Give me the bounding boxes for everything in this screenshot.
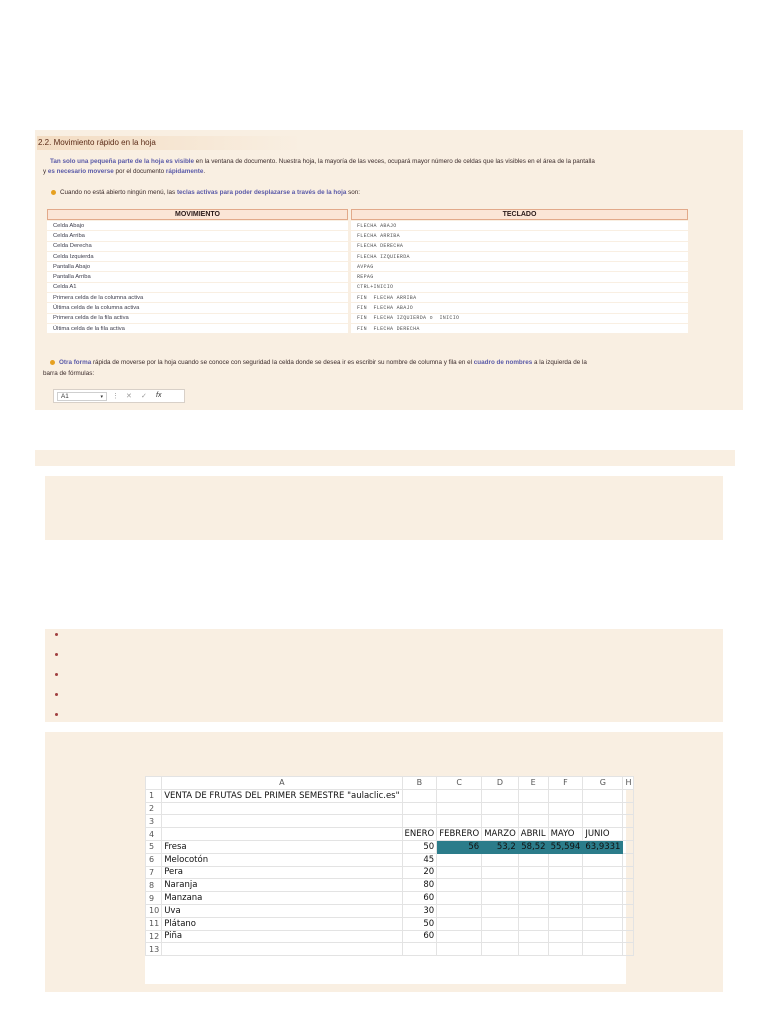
row-number: 12 [146,930,162,943]
intro-paragraph [50,157,740,167]
highlighted-value-cell: 53,2 [482,840,519,853]
intro-highlight-1: Tan solo una pequeña parte de la hoja es visible [50,158,195,165]
movement-cell: Celda A1 [47,283,348,292]
row-number: 3 [146,815,162,828]
movement-cell: Primera celda de la columna activa [47,293,348,302]
month-cell: ABRIL [518,828,548,841]
table-row [47,242,688,251]
table-row [47,283,688,292]
other-way-paragraph-2 [43,369,343,379]
fruit-cell: Manzana [162,892,402,905]
name-box [57,392,107,401]
column-header: G [583,777,623,790]
month-cell: FEBRERO [437,828,482,841]
other-way-highlight-2: cuadro de nombres [473,359,533,366]
column-header: F [548,777,583,790]
fruit-cell: Naranja [162,879,402,892]
intro-highlight-2: es necesario moverse [47,168,114,175]
intro-text-4: . [203,168,206,175]
value-cell: 20 [402,866,437,879]
row-number: 11 [146,917,162,930]
table-row [47,262,688,271]
intro-text-3: por el documento [113,168,166,175]
sheet-row [146,802,634,815]
sheet-row [146,943,634,956]
sheet-row [146,930,634,943]
fruit-cell: Uva [162,904,402,917]
movement-cell: Celda Derecha [47,242,348,251]
fruit-cell: Plátano [162,917,402,930]
row-number: 8 [146,879,162,892]
sheet-row [146,840,634,853]
dropdown-arrow-icon: ▾ [100,394,103,400]
column-header: H [623,777,634,790]
intro-text-1: en la ventana de documento. Nuestra hoja, la mayoría de las veces, ocupará mayor número de celdas que las visibles en el área de la pantalla [194,158,595,165]
list-bullet-icon [55,713,58,716]
highlighted-value-cell: 58,52 [518,840,548,853]
fruit-cell: Piña [162,930,402,943]
table-row [47,252,688,261]
movement-cell: Última celda de la fila activa [47,324,348,333]
value-cell: 50 [402,917,437,930]
other-way-text-2: a la izquierda de la [532,359,587,366]
other-way-text-1: rápida de moverse por la hoja cuando se conoce con seguridad la celda donde se desea ir es escribir su nombre de columna y fila en el [91,359,474,366]
value-cell: 30 [402,904,437,917]
column-header: C [437,777,482,790]
key-cell: FIN FLECHA ABAJO [351,303,688,312]
month-cell: ENERO [402,828,437,841]
key-cell: FLECHA ABAJO [351,221,688,230]
sheet-row [146,879,634,892]
key-cell: FIN FLECHA ARRIBA [351,293,688,302]
highlighted-value-cell: 56 [437,840,482,853]
key-cell: FIN FLECHA IZQUIERDA o INICIO [351,314,688,323]
sheet-row [146,892,634,905]
column-header-row [146,777,634,790]
spreadsheet-grid [145,776,634,956]
sheet-row [146,789,634,802]
month-cell: JUNIO [583,828,623,841]
list-bullet-icon [55,633,58,636]
row-number: 1 [146,789,162,802]
row-number: 7 [146,866,162,879]
key-cell: REPAG [351,272,688,281]
formula-bar-image [53,389,185,403]
enter-check-icon: ✓ [141,393,147,400]
movement-cell: Celda Izquierda [47,252,348,261]
row-number: 6 [146,853,162,866]
row-number: 9 [146,892,162,905]
intro-paragraph-2 [43,167,733,177]
key-cell: CTRL+INICIO [351,283,688,292]
row-number: 5 [146,840,162,853]
intro-highlight-3: rápidamente [165,168,204,175]
name-box-value: A1 [61,393,69,400]
section-movimiento [35,130,743,410]
select-all-corner [146,777,162,790]
other-way-text-3: barra de fórmulas: [43,370,95,377]
list-bullet-icon [55,693,58,696]
table-header-row [47,209,688,220]
sheet-title-cell: VENTA DE FRUTAS DEL PRIMER SEMESTRE "aulaclic.es" [162,789,402,802]
fruit-cell: Fresa [162,840,402,853]
value-cell: 80 [402,879,437,892]
empty-band [35,450,735,466]
column-header-teclado: TECLADO [351,209,688,220]
movement-cell: Pantalla Arriba [47,272,348,281]
function-fx-icon: fx [156,392,162,399]
value-cell: 45 [402,853,437,866]
key-cell: FLECHA IZQUIERDA [351,252,688,261]
keys-highlight: teclas activas para poder desplazarse a través de la hoja [176,189,347,196]
month-cell: MAYO [548,828,583,841]
sheet-row [146,917,634,930]
sheet-row [146,815,634,828]
keys-text-1: Cuando no está abierto ningún menú, las [60,189,177,196]
row-number: 10 [146,904,162,917]
list-bullet-icon [55,673,58,676]
sheet-row [146,866,634,879]
key-cell: AVPAG [351,262,688,271]
bullet-list-box [45,629,723,722]
sheet-row [146,853,634,866]
row-number: 13 [146,943,162,956]
separator-icon: ⋮ [112,393,119,400]
table-row [47,324,688,333]
movement-cell: Primera celda de la fila activa [47,314,348,323]
movement-cell: Celda Abajo [47,221,348,230]
list-bullet-icon [55,653,58,656]
column-header: E [518,777,548,790]
table-row [47,314,688,323]
table-row [47,231,688,240]
row-number: 2 [146,802,162,815]
sheet-row [146,828,634,841]
value-cell: 50 [402,840,437,853]
movement-cell: Celda Arriba [47,231,348,240]
orange-bullet-icon [51,190,56,195]
key-cell: FLECHA ARRIBA [351,231,688,240]
table-row [47,221,688,230]
highlighted-value-cell: 55,594 [548,840,583,853]
table-row [47,303,688,312]
fruit-cell: Melocotón [162,853,402,866]
column-header: A [162,777,402,790]
keys-text-2: son: [346,189,360,196]
spreadsheet-image [145,776,632,984]
column-header: D [482,777,519,790]
table-row [47,293,688,302]
orange-bullet-icon [50,360,55,365]
fruit-cell: Pera [162,866,402,879]
value-cell: 60 [402,930,437,943]
keyboard-shortcuts-table [44,208,691,334]
key-cell: FIN FLECHA DERECHA [351,324,688,333]
row-number: 4 [146,828,162,841]
section-title: 2.2. Movimiento rápido en la hoja [37,136,302,150]
other-way-highlight-1: Otra forma [59,359,92,366]
movement-cell: Última celda de la columna activa [47,303,348,312]
highlighted-value-cell: 63,9331 [583,840,623,853]
cancel-icon: ✕ [126,393,132,400]
key-cell: FLECHA DERECHA [351,242,688,251]
keys-intro-line [51,188,731,198]
other-way-paragraph [50,358,740,368]
intro-text-2: y [43,168,48,175]
movement-cell: Pantalla Abajo [47,262,348,271]
spreadsheet-box [45,732,723,992]
sheet-row [146,904,634,917]
empty-content-box [45,476,723,540]
table-row [47,272,688,281]
column-header: B [402,777,437,790]
month-cell: MARZO [482,828,519,841]
value-cell: 60 [402,892,437,905]
column-header-movimiento: MOVIMIENTO [47,209,348,220]
